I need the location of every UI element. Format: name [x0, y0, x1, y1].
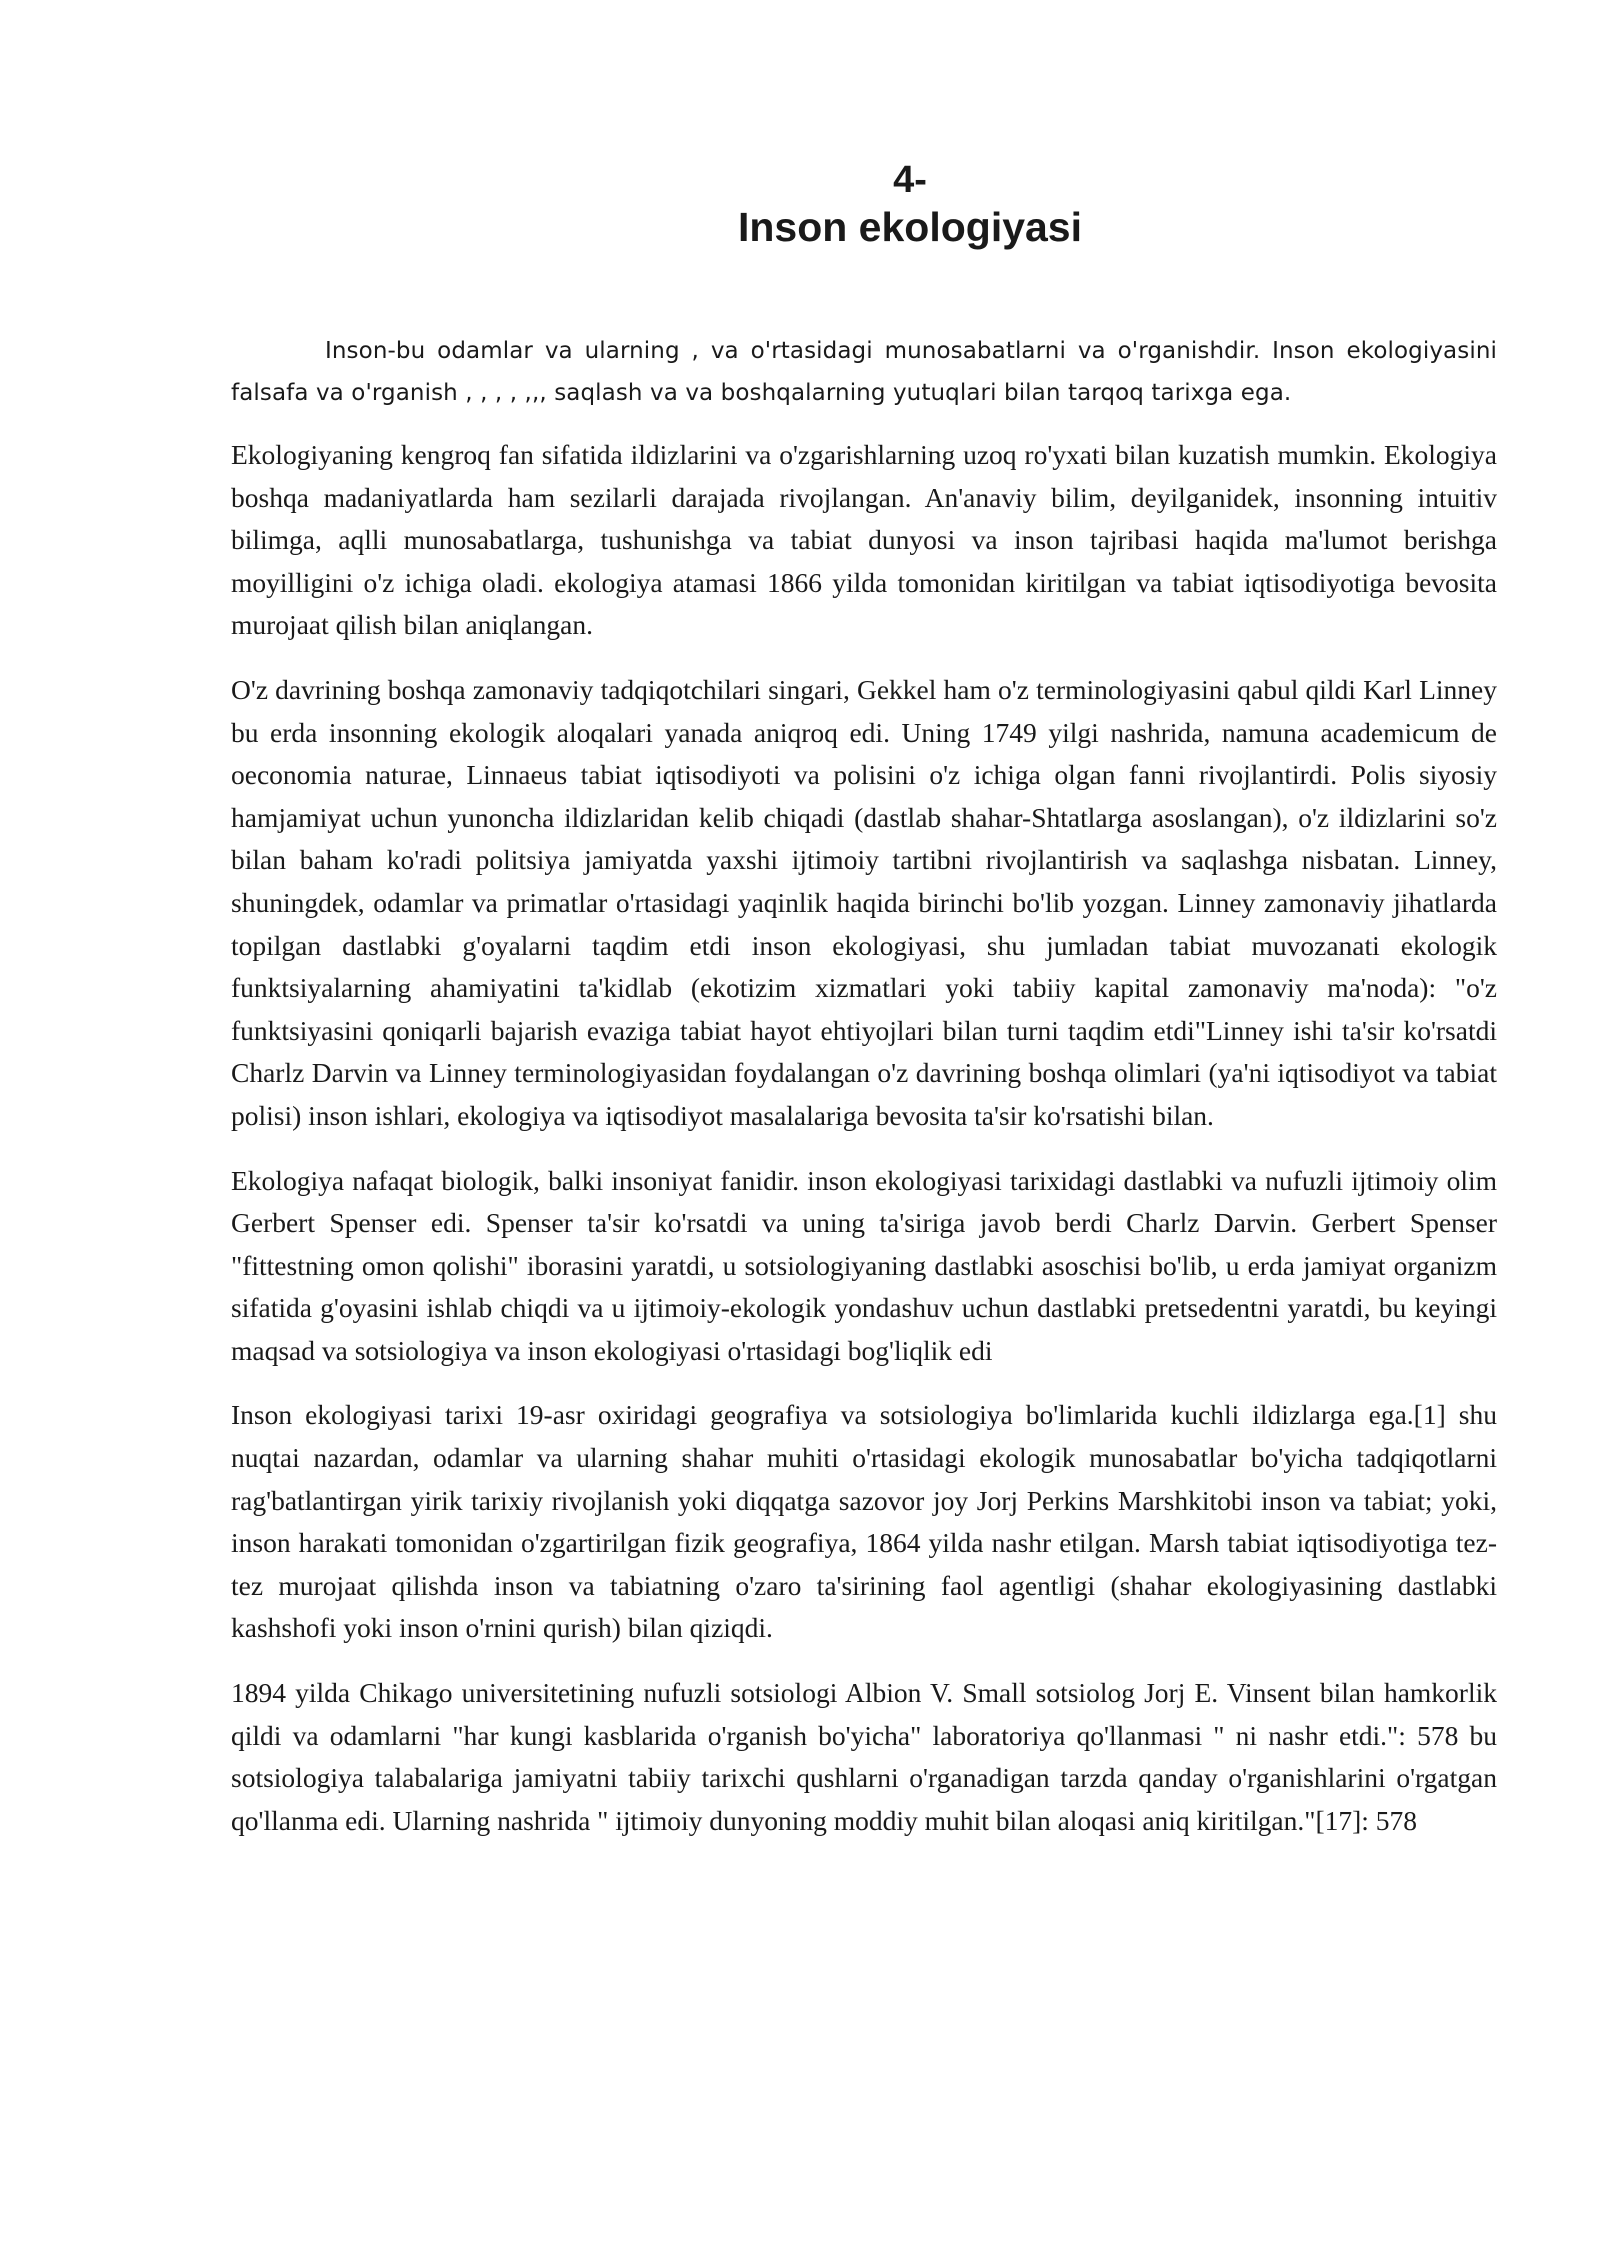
page-title: Inson ekologiyasi: [737, 204, 1083, 250]
lead-paragraph: Inson-bu odamlar va ularning , va o'rtasidagi munosabatlarni va o'rganishdir. Inson ekologiyasini falsafa va o'rganish , , , , ,,, saqlash va va boshqalarning yutuqlari bilan tarqoq tarixga ega.: [231, 338, 1497, 406]
document-body: [231, 330, 1497, 1864]
body-paragraph: 1894 yilda Chikago universitetining nufuzli sotsiologi Albion V. Small sotsiolog Jorj E. Vinsent bilan hamkorlik qildi va odamlarni "har kungi kasblarida o'rganish bo'yicha" laboratoriya qo'llanmasi " ni nashr etdi.": 578 bu sotsiologiya talabalariga jamiyatni tabiiy tarixchi qushlarni o'rganadigan tarzda qanday o'rganishlarini o'rgatgan qo'llanma edi. Ularning nashrida " ijtimoiy dunyoning moddiy muhit bilan aloqasi aniq kiritilgan."[17]: 578: [231, 1677, 1497, 1836]
body-paragraph: Ekologiya nafaqat biologik, balki insoniyat fanidir. inson ekologiyasi tarixidagi dastlabki va nufuzli ijtimoiy olim Gerbert Spenser edi. Spenser ta'sir ko'rsatdi va uning ta'siriga javob berdi Charlz Darvin. Gerbert Spenser "fittestning omon qolishi" iborasini yaratdi, u sotsiologiyaning dastlabki asoschisi bo'lib, u erda jamiyat organizm sifatida g'oyasini ishlab chiqdi va u ijtimoiy-ekologik yondashuv uchun dastlabki pretsedentni yaratdi, bu keyingi maqsad va sotsiologiya va inson ekologiyasi o'rtasidagi bog'liqlik edi: [231, 1164, 1497, 1366]
chapter-heading: [620, 158, 1200, 252]
chapter-number: 4-: [893, 159, 927, 201]
body-paragraph: O'z davrining boshqa zamonaviy tadqiqotchilari singari, Gekkel ham o'z terminologiyasini qabul qildi Karl Linney bu erda insonning ekologik aloqalari yanada aniqroq edi. Uning 1749 yilgi nashrida, namuna academicum de oeconomia naturae, Linnaeus tabiat iqtisodiyoti va polisini o'z ichiga olgan fanni rivojlantirdi. Polis siyosiy hamjamiyat uchun yunoncha ildizlaridan kelib chiqadi (dastlab shahar-Shtatlarga asoslangan), o'z ildizlarini so'z bilan baham ko'radi politsiya jamiyatda yaxshi ijtimoiy tartibni rivojlantirish va saqlashga nisbatan. Linney, shuningdek, odamlar va primatlar o'rtasidagi yaqinlik haqida birinchi bo'lib yozgan. Linney zamonaviy jihatlarda topilgan dastlabki g'oyalarni taqdim etdi inson ekologiyasi, shu jumladan tabiat muvozanati ekologik funktsiyalarning ahamiyatini ta'kidlab (ekotizim xizmatlari yoki tabiiy kapital zamonaviy ma'noda): "o'z funktsiyasini qoniqarli bajarish evaziga tabiat hayot ehtiyojlari bilan turni taqdim etdi"Linney ishi ta'sir ko'rsatdi Charlz Darvin va Linney terminologiyasidan foydalangan o'z davrining boshqa olimlari (ya'ni iqtisodiyot va tabiat polisi) inson ishlari, ekologiya va iqtisodiyot masalalariga bevosita ta'sir ko'rsatishi bilan.: [231, 673, 1497, 1131]
body-paragraph: Ekologiyaning kengroq fan sifatida ildizlarini va o'zgarishlarning uzoq ro'yxati bilan kuzatish mumkin. Ekologiya boshqa madaniyatlarda ham sezilarli darajada rivojlangan. An'anaviy bilim, deyilganidek, insonning intuitiv bilimga, aqlli munosabatlarga, tushunishga va tabiat dunyosi va inson tajribasi haqida ma'lumot berishga moyilligini o'z ichiga oladi. ekologiya atamasi 1866 yilda tomonidan kiritilgan va tabiat iqtisodiyotiga bevosita murojaat qilish bilan aniqlangan.: [231, 439, 1497, 641]
body-paragraph: Inson ekologiyasi tarixi 19-asr oxiridagi geografiya va sotsiologiya bo'limlarida kuchli ildizlarga ega.[1] shu nuqtai nazardan, odamlar va ularning shahar muhiti o'rtasidagi ekologik munosabatlar bo'yicha tadqiqotlarni rag'batlantirgan yirik tarixiy rivojlanish yoki diqqatga sazovor joy Jorj Perkins Marshkitobi inson va tabiat; yoki, inson harakati tomonidan o'zgartirilgan fizik geografiya, 1864 yilda nashr etilgan. Marsh tabiat iqtisodiyotiga tez-tez murojaat qilishda inson va tabiatning o'zaro ta'sirining faol agentligi (shahar ekologiyasining dastlabki kashshofi yoki inson o'rnini qurish) bilan qiziqdi.: [231, 1399, 1497, 1644]
